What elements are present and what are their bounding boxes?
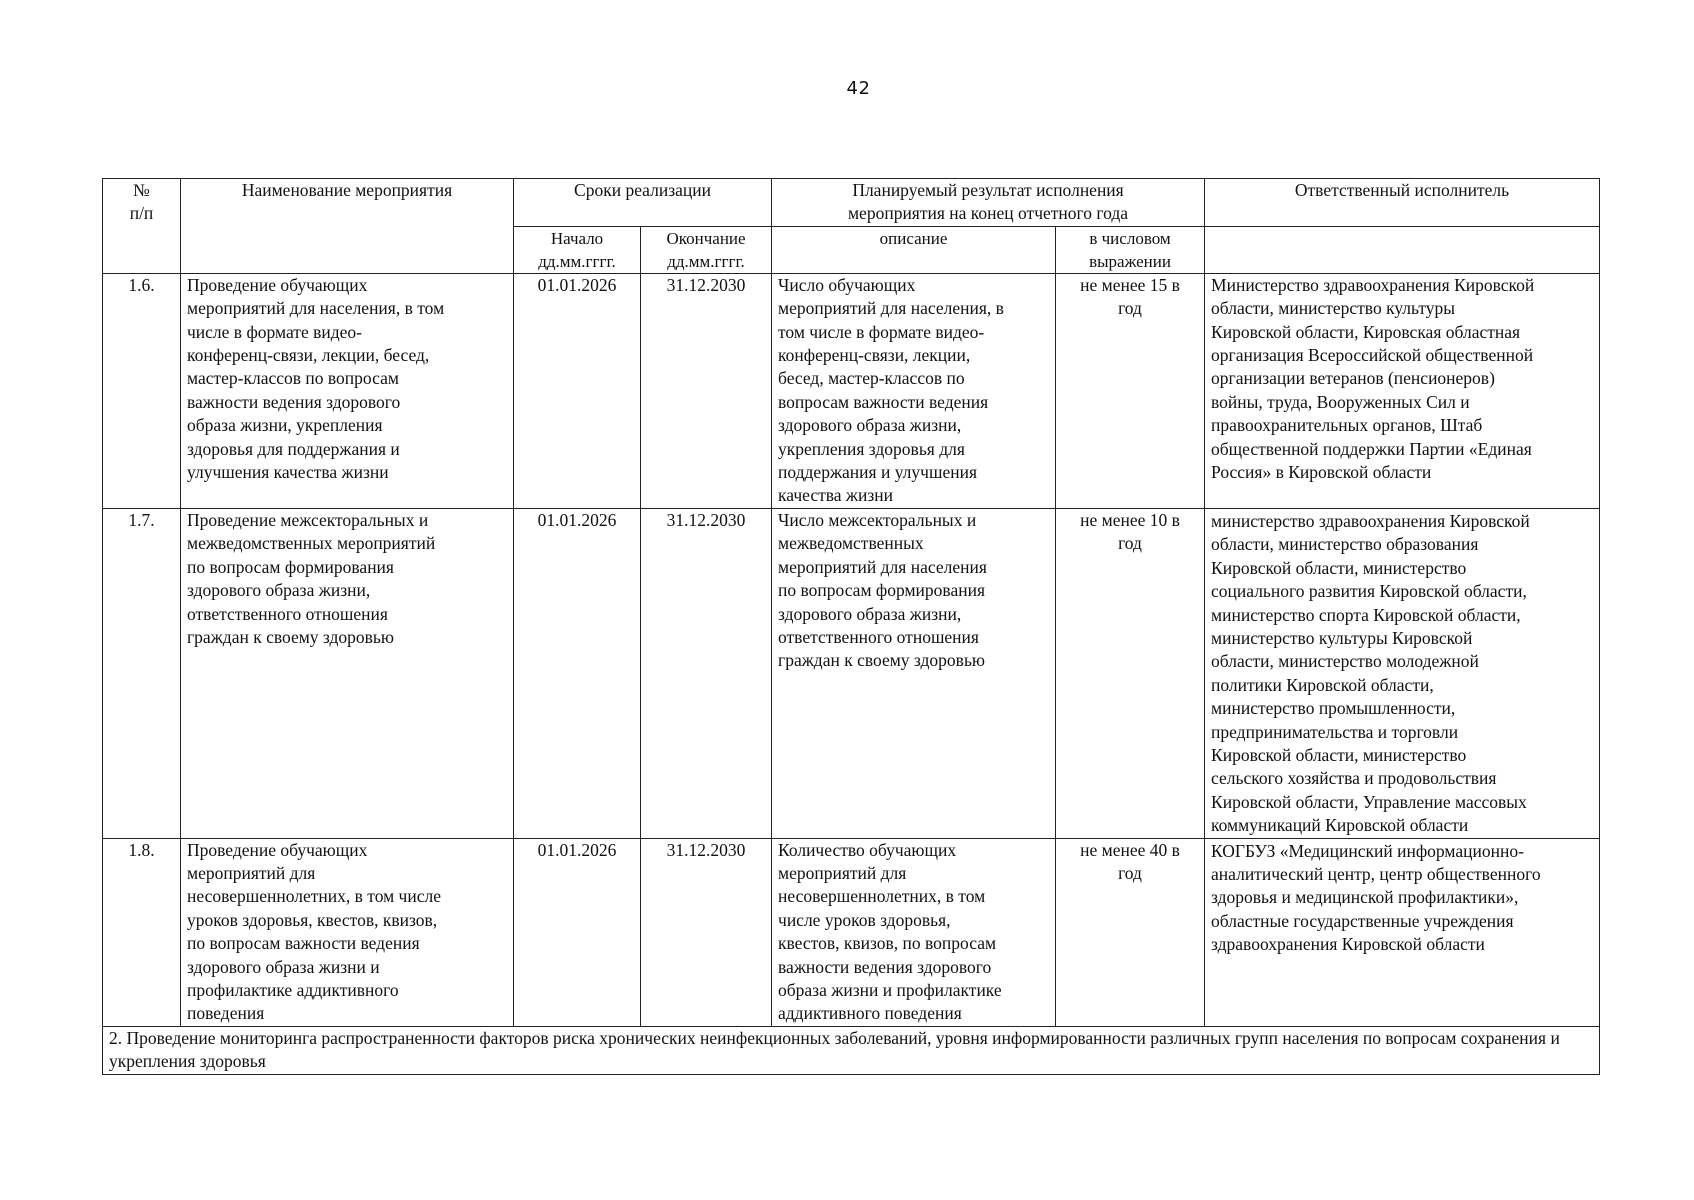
cell-num: 1.8. [103,838,181,1026]
cell-description: Число межсекторальных и межведомственных мероприятий для населения по вопросам формирования здорового образа жизни, ответственного отношения граждан к своему здоровью [772,508,1056,838]
header-name: Наименование мероприятия [181,179,514,274]
header-description: описание [772,226,1056,273]
cell-start: 01.01.2026 [514,838,641,1026]
section-heading: 2. Проведение мониторинга распространенности факторов риска хронических неинфекционных заболеваний, уровня информированности различных групп населения по вопросам сохранения и укрепления здоровья [103,1026,1600,1074]
header-result: Планируемый результат исполнения мероприятия на конец отчетного года [772,179,1205,227]
cell-count: не менее 40 в год [1056,838,1205,1026]
header-end: Окончание дд.мм.гггг. [641,226,772,273]
cell-description: Число обучающих мероприятий для населения, в том числе в формате видео- конференц-связи, лекции, бесед, мастер-классов по вопросам важности ведения здорового образа жизни, укрепления здоровья для поддержания и улучшения качества жизни [772,273,1056,508]
cell-end: 31.12.2030 [641,508,772,838]
table-row [103,838,1600,1026]
cell-start: 01.01.2026 [514,273,641,508]
page-number: 42 [846,78,871,99]
cell-count: не менее 15 в год [1056,273,1205,508]
cell-start: 01.01.2026 [514,508,641,838]
table-row [103,273,1600,508]
cell-name: Проведение межсекторальных и межведомственных мероприятий по вопросам формирования здорового образа жизни, ответственного отношения граждан к своему здоровью [181,508,514,838]
header-start: Начало дд.мм.гггг. [514,226,641,273]
header-responsible: Ответственный исполнитель [1205,179,1600,227]
cell-responsible: Министерство здравоохранения Кировской области, министерство культуры Кировской области, Кировская областная организация Всероссийской общественной организации ветеранов (пенсионеров) войны, труда, Вооруженных Сил и правоохранительных органов, Штаб общественной поддержки Партии «Единая Россия» в Кировской области [1205,273,1600,508]
cell-responsible: министерство здравоохранения Кировской области, министерство образования Кировской области, министерство социального развития Кировской области, министерство спорта Кировской области, министерство культуры Кировской области, министерство молодежной политики Кировской области, министерство промышленности, предпринимательства и торговли Кировской области, министерство сельского хозяйства и продовольствия Кировской области, Управление массовых коммуникаций Кировской области [1205,508,1600,838]
table-row [103,508,1600,838]
cell-name: Проведение обучающих мероприятий для населения, в том числе в формате видео- конференц-связи, лекции, бесед, мастер-классов по вопросам важности ведения здорового образа жизни, укрепления здоровья для поддержания и улучшения качества жизни [181,273,514,508]
section-row [103,1026,1600,1074]
cell-end: 31.12.2030 [641,838,772,1026]
cell-count: не менее 10 в год [1056,508,1205,838]
header-num: № п/п [103,179,181,274]
header-terms: Сроки реализации [514,179,772,227]
header-responsible-sub [1205,226,1600,273]
header-row-main [103,179,1600,227]
header-count: в числовом выражении [1056,226,1205,273]
cell-responsible: КОГБУЗ «Медицинский информационно- аналитический центр, центр общественного здоровья и медицинской профилактики», областные государственные учреждения здравоохранения Кировской области [1205,838,1600,1026]
activities-table [102,178,1600,1075]
cell-num: 1.6. [103,273,181,508]
cell-num: 1.7. [103,508,181,838]
cell-end: 31.12.2030 [641,273,772,508]
cell-description: Количество обучающих мероприятий для несовершеннолетних, в том числе уроков здоровья, квестов, квизов, по вопросам важности ведения здорового образа жизни и профилактике аддиктивного поведения [772,838,1056,1026]
cell-name: Проведение обучающих мероприятий для несовершеннолетних, в том числе уроков здоровья, квестов, квизов, по вопросам важности ведения здорового образа жизни и профилактике аддиктивного поведения [181,838,514,1026]
